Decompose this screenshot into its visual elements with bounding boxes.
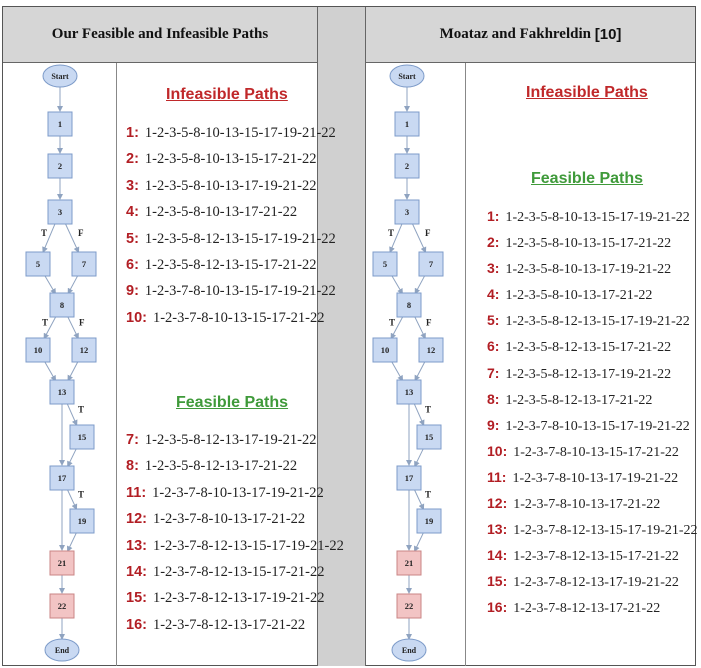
path-number: 7: — [126, 432, 139, 448]
path-sequence: 1-2-3-5-8-10-13-17-21-22 — [505, 288, 653, 304]
right-feasible-path-item — [487, 386, 698, 412]
svg-text:Start: Start — [398, 72, 416, 81]
path-sequence: 1-2-3-7-8-12-13-15-17-19-21-22 — [152, 537, 344, 554]
svg-text:17: 17 — [404, 473, 414, 483]
path-sequence: 1-2-3-7-8-10-13-15-17-19-21-22 — [505, 418, 690, 434]
false-branch-label: F — [425, 228, 431, 238]
svg-text:22: 22 — [404, 601, 414, 611]
svg-text:19: 19 — [424, 516, 434, 526]
left-infeasible-path-item — [126, 305, 336, 331]
svg-text:1: 1 — [57, 119, 63, 129]
path-number: 10: — [487, 442, 508, 459]
path-number: 9: — [487, 416, 500, 433]
left-feasible-title: Feasible Paths — [176, 394, 289, 411]
path-sequence: 1-2-3-5-8-12-13-17-19-21-22 — [144, 432, 317, 448]
path-sequence: 1-2-3-7-8-10-13-17-19-21-22 — [512, 470, 679, 486]
path-sequence: 1-2-3-5-8-10-13-15-17-21-22 — [144, 151, 317, 168]
left-infeasible-title: Infeasible Paths — [166, 86, 288, 103]
path-number: 14: — [126, 563, 147, 580]
right-feasible-path-item — [487, 594, 698, 620]
path-number: 2: — [126, 151, 139, 168]
svg-text:5: 5 — [382, 259, 388, 269]
svg-text:10: 10 — [380, 345, 390, 355]
node-12 — [419, 338, 443, 362]
path-sequence: 1-2-3-7-8-10-13-17-19-21-22 — [152, 484, 324, 501]
path-number: 12: — [126, 511, 147, 528]
edge-12-13 — [415, 361, 425, 381]
edge-15-17 — [415, 448, 424, 467]
path-number: 6: — [126, 256, 139, 273]
svg-text:7: 7 — [81, 259, 87, 269]
right-feasible-path-item — [487, 307, 698, 333]
svg-text:10: 10 — [33, 345, 43, 355]
edge-7-8 — [415, 275, 425, 294]
left-feasible-path-item — [126, 533, 344, 559]
left-infeasible-path-item — [126, 146, 336, 172]
node-3 — [395, 200, 419, 224]
node-5 — [373, 252, 397, 276]
svg-text:19: 19 — [77, 516, 87, 526]
path-number: 15: — [126, 590, 147, 607]
left-infeasible-path-item — [126, 173, 336, 199]
left-infeasible-path-item — [126, 252, 336, 278]
path-sequence: 1-2-3-5-8-12-13-15-17-19-21-22 — [144, 230, 336, 247]
path-sequence: 1-2-3-5-8-12-13-17-21-22 — [505, 392, 653, 408]
svg-text:13: 13 — [57, 387, 67, 397]
path-sequence: 1-2-3-7-8-10-13-15-17-19-21-22 — [144, 283, 336, 300]
left-feasible-path-item — [126, 453, 344, 479]
path-sequence: 1-2-3-7-8-12-13-15-17-19-21-22 — [513, 523, 698, 539]
svg-text:12: 12 — [426, 345, 436, 355]
svg-text:2: 2 — [404, 161, 410, 171]
svg-text:12: 12 — [79, 345, 89, 355]
right-feasible-path-item — [487, 438, 698, 464]
edge-10-13 — [391, 360, 403, 380]
edge-5-8 — [391, 274, 402, 293]
path-number: 5: — [487, 312, 500, 329]
path-number: 3: — [487, 260, 500, 277]
node-13 — [397, 380, 421, 404]
path-number: 13: — [126, 537, 147, 554]
path-sequence: 1-2-3-7-8-12-13-17-19-21-22 — [513, 575, 679, 591]
path-sequence: 1-2-3-5-8-12-13-15-17-19-21-22 — [505, 314, 690, 330]
svg-text:17: 17 — [57, 473, 67, 483]
svg-text:5: 5 — [35, 259, 41, 269]
path-number: 1: — [487, 208, 500, 224]
left-infeasible-path-item — [126, 120, 336, 146]
path-number: 11: — [487, 468, 507, 485]
path-sequence: 1-2-3-5-8-10-13-15-17-19-21-22 — [144, 125, 336, 141]
path-number: 11: — [126, 484, 147, 501]
left-infeasible-path-item — [126, 278, 336, 304]
end-node — [392, 639, 426, 661]
edge-3-7 — [412, 223, 426, 252]
path-sequence: 1-2-3-5-8-10-13-17-21-22 — [144, 204, 298, 221]
left-infeasible-path-item — [126, 226, 336, 252]
path-sequence: 1-2-3-5-8-10-13-15-17-21-22 — [505, 236, 672, 252]
path-number: 16: — [126, 616, 147, 633]
edge-17-19 — [414, 489, 423, 509]
svg-text:15: 15 — [424, 432, 434, 442]
right-feasible-path-item — [487, 490, 698, 516]
svg-text:3: 3 — [404, 207, 410, 217]
left-feasible-path-item — [126, 480, 344, 506]
path-number: 8: — [487, 390, 500, 407]
path-sequence: 1-2-3-7-8-10-13-15-17-21-22 — [152, 309, 325, 326]
left-feasible-path-item — [126, 427, 344, 453]
node-17 — [397, 466, 421, 490]
right-feasible-path-item — [487, 229, 698, 255]
path-number: 10: — [126, 309, 147, 326]
path-sequence: 1-2-3-7-8-10-13-17-21-22 — [513, 497, 661, 513]
node-21 — [397, 551, 421, 575]
path-number: 14: — [487, 547, 508, 564]
path-number: 6: — [487, 338, 500, 355]
node-19 — [417, 509, 441, 533]
node-2 — [395, 154, 419, 178]
path-sequence: 1-2-3-7-8-12-13-17-19-21-22 — [152, 590, 325, 607]
left-feasible-path-item — [126, 506, 344, 532]
right-feasible-path-item — [487, 516, 698, 542]
svg-text:21: 21 — [404, 558, 414, 568]
node-10 — [373, 338, 397, 362]
path-number: 4: — [487, 286, 500, 303]
svg-text:Start: Start — [51, 72, 69, 81]
right-infeasible-title: Infeasible Paths — [526, 84, 648, 101]
right-feasible-path-item — [487, 464, 698, 490]
right-feasible-path-item — [487, 542, 698, 568]
right-feasible-path-item — [487, 412, 698, 438]
path-sequence: 1-2-3-5-8-10-13-15-17-19-21-22 — [505, 210, 690, 225]
right-feasible-path-item — [487, 360, 698, 386]
node-1 — [395, 112, 419, 136]
path-sequence: 1-2-3-5-8-12-13-17-21-22 — [144, 458, 298, 475]
node-8 — [397, 293, 421, 317]
path-number: 5: — [126, 230, 139, 247]
svg-text:7: 7 — [428, 259, 434, 269]
svg-text:2: 2 — [57, 161, 63, 171]
right-header-citation: [10] — [594, 26, 622, 43]
left-feasible-path-item — [126, 612, 344, 638]
left-feasible-path-item — [126, 559, 344, 585]
path-sequence: 1-2-3-7-8-12-13-17-21-22 — [513, 601, 661, 617]
true-branch-label: T — [425, 404, 432, 415]
left-header-text: Our Feasible and Infeasible Paths — [51, 26, 269, 42]
svg-text:15: 15 — [77, 432, 87, 442]
svg-text:End: End — [401, 646, 417, 655]
right-feasible-path-item — [487, 568, 698, 594]
path-sequence: 1-2-3-7-8-10-13-15-17-21-22 — [513, 444, 679, 460]
false-branch-label: F — [78, 228, 84, 238]
path-sequence: 1-2-3-5-8-10-13-17-19-21-22 — [144, 177, 317, 194]
left-infeasible-list — [126, 120, 336, 331]
path-sequence: 1-2-3-7-8-10-13-17-21-22 — [152, 511, 306, 528]
svg-text:1: 1 — [404, 119, 410, 129]
path-number: 4: — [126, 204, 139, 221]
left-feasible-list — [126, 427, 344, 638]
right-feasible-list — [487, 203, 698, 621]
right-feasible-path-item — [487, 255, 698, 281]
false-branch-label: F — [79, 317, 85, 328]
right-feasible-path-item — [487, 281, 698, 307]
svg-text:8: 8 — [59, 300, 65, 310]
true-branch-label: T — [78, 489, 85, 500]
true-branch-label: T — [78, 404, 85, 415]
path-sequence: 1-2-3-5-8-10-13-17-19-21-22 — [505, 262, 672, 278]
node-7 — [419, 252, 443, 276]
node-15 — [417, 425, 441, 449]
false-branch-label: F — [426, 317, 432, 328]
svg-text:3: 3 — [57, 207, 63, 217]
path-number: 9: — [126, 283, 139, 300]
path-sequence: 1-2-3-7-8-12-13-15-17-21-22 — [152, 563, 325, 580]
path-number: 2: — [487, 234, 500, 251]
path-number: 16: — [487, 599, 508, 616]
path-number: 7: — [487, 364, 500, 381]
path-number: 15: — [487, 573, 508, 590]
node-22 — [397, 594, 421, 618]
path-sequence: 1-2-3-5-8-12-13-15-17-21-22 — [144, 256, 317, 273]
edge-8-12 — [414, 316, 425, 339]
path-number: 13: — [487, 521, 508, 538]
path-number: 12: — [487, 495, 508, 512]
edge-19-21 — [415, 532, 424, 551]
svg-text:13: 13 — [404, 387, 414, 397]
path-sequence: 1-2-3-7-8-12-13-15-17-21-22 — [513, 549, 679, 565]
edge-13-15 — [414, 403, 424, 425]
left-feasible-path-item — [126, 585, 344, 611]
path-sequence: 1-2-3-5-8-12-13-17-19-21-22 — [505, 366, 672, 382]
right-header-text: Moataz and Fakhreldin — [439, 26, 591, 42]
left-infeasible-path-item — [126, 199, 336, 225]
right-feasible-path-item — [487, 333, 698, 359]
right-feasible-title: Feasible Paths — [531, 170, 644, 187]
svg-text:22: 22 — [57, 601, 67, 611]
path-sequence: 1-2-3-7-8-12-13-17-21-22 — [152, 616, 306, 633]
svg-text:21: 21 — [57, 558, 67, 568]
start-node — [390, 65, 424, 87]
path-sequence: 1-2-3-5-8-12-13-15-17-21-22 — [505, 340, 672, 356]
true-branch-label: T — [41, 228, 48, 238]
right-feasible-path-item — [487, 203, 698, 229]
svg-text:End: End — [54, 646, 70, 655]
path-number: 3: — [126, 177, 139, 194]
svg-text:8: 8 — [406, 300, 412, 310]
true-branch-label: T — [388, 228, 395, 238]
true-branch-label: T — [425, 489, 432, 500]
true-branch-label: T — [389, 317, 396, 328]
true-branch-label: T — [42, 317, 49, 328]
path-number: 8: — [126, 458, 139, 475]
path-number: 1: — [126, 125, 139, 141]
